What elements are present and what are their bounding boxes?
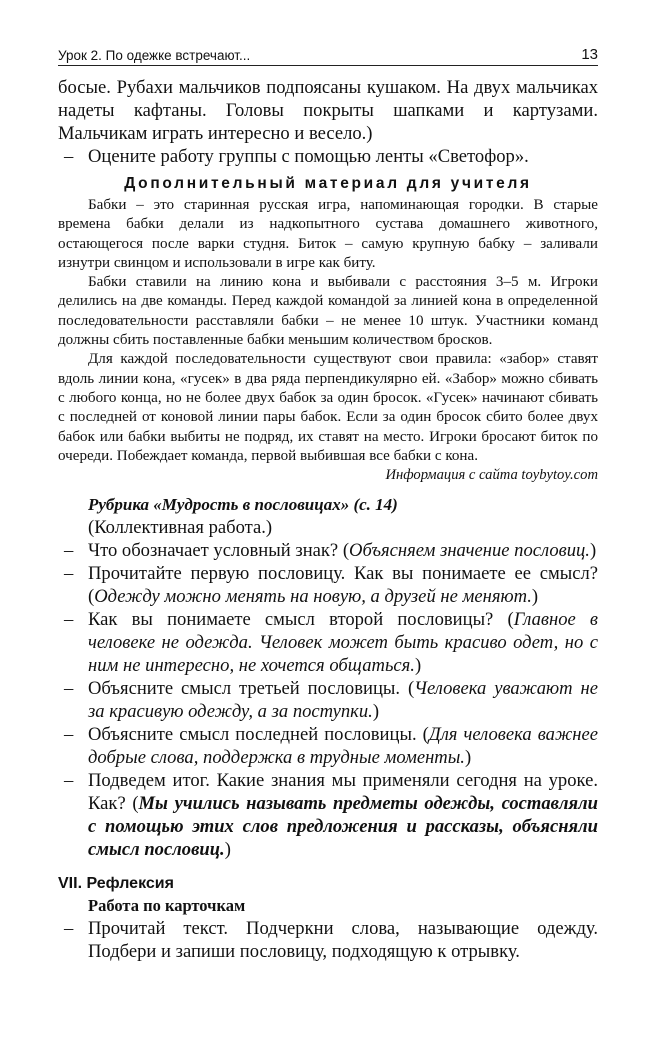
intro-block: [58, 76, 598, 168]
rubric-mode: (Коллективная работа.): [88, 517, 273, 539]
running-title: Урок 2. По одежке встречают...: [58, 48, 251, 63]
running-header: [58, 46, 598, 66]
reflection-subtitle: Работа по карточкам: [88, 896, 246, 916]
rubric-item: – Как вы понимаете смысл второй пословицы? (Главное в человеке не одежда. Человек может быть красиво одет, но с ним не интересно, не хочется общаться.): [58, 608, 598, 677]
rubric-item: – Что обозначает условный знак? (Объясняем значение пословиц.): [58, 539, 598, 562]
teacher-material-title: Дополнительный материал для учителя: [124, 175, 532, 192]
teacher-paragraph-2: Бабки ставили на линию кона и выбивали с расстояния 3–5 м. Игроки делились на две команды. Перед каждой командой за линией кона в определенной последовательности расставляли бабки – не менее 10 штук. Участники команд должны сбить поставленные бабки меньшим количеством бросков.: [58, 274, 598, 349]
rubric-item: – Объясните смысл последней пословицы. (Для человека важнее добрые слова, поддержка в трудные моменты.): [58, 723, 598, 769]
source-note: Информация с сайта toybytoy.com: [385, 467, 598, 484]
reflection-title: VII. Рефлексия: [58, 875, 174, 893]
teacher-material-text: [58, 196, 598, 485]
rubric-item: – Подведем итог. Какие знания мы применяли сегодня на уроке. Как? (Мы учились называть предметы одежды, составляли с помощью этих слов предложения и рассказы, объясняли смысл пословиц.): [58, 769, 598, 861]
teacher-paragraph-3: Для каждой последовательности существуют свои правила: «забор» ставят вдоль линии кона, «гусек» в два ряда перпендикулярно ей. «Забор» можно сбивать с любого конца, но не более двух бабок за один бросок. «Гусек» начинают сбивать с последней от коновой линии пары бабок. Если за один бросок сбито более двух бабок или бабки выбиты не подряд, их ставят на место. Игроки бросают биток по очереди. Побеждает команда, первой выбившая все бабки с кона.: [58, 351, 598, 464]
rubric-title: Рубрика «Мудрость в пословицах» (с. 14): [88, 495, 398, 515]
reflection-task: – Прочитай текст. Подчеркни слова, называющие одежду. Подбери и запиши пословицу, подходящую к отрывку.: [58, 917, 598, 963]
teacher-paragraph-1: Бабки – это старинная русская игра, напоминающая городки. В старые времена бабки делали из надкопытного сустава домашнего животного, остающегося после варки студня. Биток – самую крупную бабку – заливали изнутри свинцом и использовали в игре как биту.: [58, 197, 598, 271]
rubric-item: – Прочитайте первую пословицу. Как вы понимаете ее смысл? (Одежду можно менять на новую, а друзей не меняют.): [58, 562, 598, 608]
page-number: 13: [581, 46, 598, 63]
intro-task: – Оцените работу группы с помощью ленты «Светофор».: [58, 145, 598, 168]
intro-paragraph: босые. Рубахи мальчиков подпоясаны кушаком. На двух мальчиках надеты кафтаны. Головы покрыты шапками и картузами. Мальчикам играть интересно и весело.): [58, 77, 598, 144]
reflection-block: [58, 917, 598, 963]
rubric-item: – Объясните смысл третьей пословицы. (Человека уважают не за красивую одежду, а за поступки.): [58, 677, 598, 723]
book-page: [58, 46, 598, 963]
rubric-block: [58, 516, 598, 861]
